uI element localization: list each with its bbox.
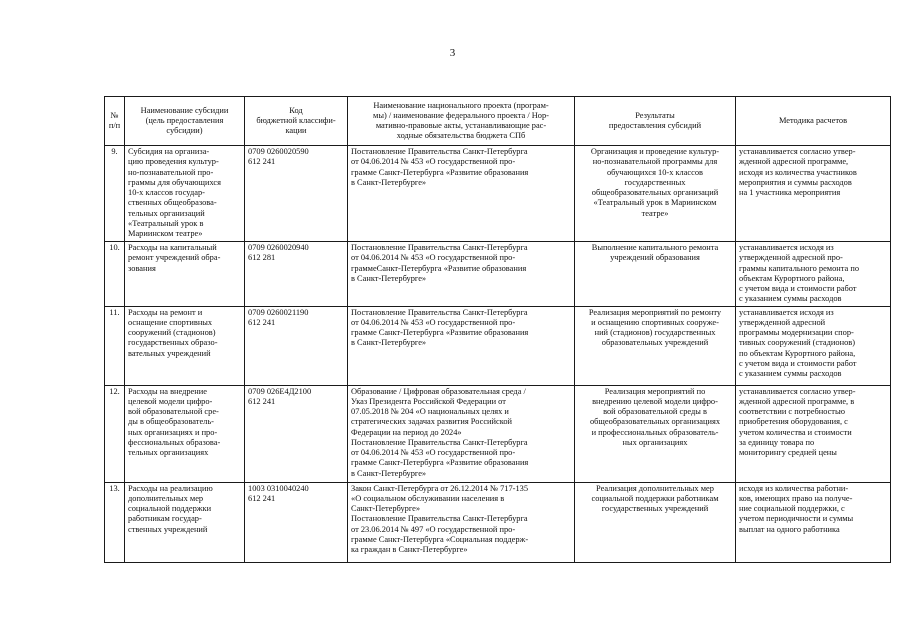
- table-row: [105, 242, 891, 307]
- calculation-method: устанавливается согласно утвер- жденной адресной программе, исходя из количества участников мероприятия и суммы расходов на 1 участника мероприятия: [736, 146, 891, 242]
- budget-code: 0709 0260020590 612 241: [245, 146, 348, 242]
- results: Реализация мероприятий по ремонту и оснащению спортивных сооруже- ний (стадионов) государственных образовательных учреждений: [575, 306, 736, 385]
- budget-code: 0709 0260020940 612 281: [245, 242, 348, 307]
- header-method: Методика расчетов: [736, 97, 891, 146]
- header-number: № п/п: [105, 97, 125, 146]
- legal-acts: Постановление Правительства Санкт-Петербурга от 04.06.2014 № 453 «О государственной про- грамме Санкт-Петербурга «Развитие образования в Санкт-Петербурге»: [348, 306, 575, 385]
- row-number: 10.: [105, 242, 125, 307]
- subsidy-name: Расходы на реализацию дополнительных мер социальной поддержки работникам государ- ственных учреждений: [125, 482, 245, 562]
- results: Реализация дополнительных мер социальной поддержки работникам государственных учреждений: [575, 482, 736, 562]
- header-legal-acts: Наименование национального проекта (програм- мы) / наименование федерального проекта / Нор- мативно-правовые акты, устанавливающие рас- ходные обязательства бюджета СПб: [348, 97, 575, 146]
- subsidy-name: Субсидия на организа- цию проведения культур- но-познавательной про- граммы для обучающихся 10-х классов государ- ственных общеобразова- тельных организаций «Театральный урок в Мариинском театре»: [125, 146, 245, 242]
- header-subsidy-name: Наименование субсидии (цель предоставления субсидии): [125, 97, 245, 146]
- budget-code: 0709 0260021190 612 241: [245, 306, 348, 385]
- calculation-method: устанавливается исходя из утвержденной адресной программы модернизации спор- тивных сооружений (стадионов) по объектам Курортного района, с учетом вида и стоимости работ с указанием суммы расходов: [736, 306, 891, 385]
- header-budget-code: Код бюджетной классифи- кации: [245, 97, 348, 146]
- budget-code: 0709 026Е4Д2100 612 241: [245, 385, 348, 482]
- table-row: [105, 482, 891, 562]
- row-number: 12.: [105, 385, 125, 482]
- results: Организация и проведение культур- но-познавательной программы для обучающихся 10-х классов государственных общеобразовательных организаций «Театральный урок в Мариинском театре»: [575, 146, 736, 242]
- results: Выполнение капитального ремонта учреждений образования: [575, 242, 736, 307]
- row-number: 9.: [105, 146, 125, 242]
- legal-acts: Постановление Правительства Санкт-Петербурга от 04.06.2014 № 453 «О государственной про- граммеСанкт-Петербурга «Развитие образования в Санкт-Петербурге»: [348, 242, 575, 307]
- page-number: 3: [449, 47, 456, 59]
- results: Реализация мероприятий по внедрению целевой модели цифро- вой образовательной среды в общеобразовательных организациях и профессиональных образователь- ных организациях: [575, 385, 736, 482]
- budget-code: 1003 0310040240 612 241: [245, 482, 348, 562]
- table-row: [105, 385, 891, 482]
- row-number: 13.: [105, 482, 125, 562]
- subsidy-name: Расходы на капитальный ремонт учреждений обра- зования: [125, 242, 245, 307]
- subsidy-name: Расходы на внедрение целевой модели цифро- вой образовательной сре- ды в общеобразователь- ных организациях и про- фессиональных образова- тельных организациях: [125, 385, 245, 482]
- row-number: 11.: [105, 306, 125, 385]
- subsidies-table: [104, 96, 891, 563]
- table-row: [105, 306, 891, 385]
- table-header-row: [105, 97, 891, 146]
- legal-acts: Образование / Цифровая образовательная среда / Указ Президента Российской Федерации от 07.05.2018 № 204 «О национальных целях и стратегических задачах развития Российской Федерации на период до 2024» Постановление Правительства Санкт-Петербурга от 04.06.2014 № 453 «О государственной про- грамме Санкт-Петербурга «Развитие образования в Санкт-Петербурге»: [348, 385, 575, 482]
- calculation-method: исходя из количества работни- ков, имеющих право на получе- ние социальной поддержки, с учетом периодичности и суммы выплат на одного работника: [736, 482, 891, 562]
- calculation-method: устанавливается исходя из утвержденной адресной про- граммы капитального ремонта по объектам Курортного района, с учетом вида и стоимости работ с указанием суммы расходов: [736, 242, 891, 307]
- subsidy-name: Расходы на ремонт и оснащение спортивных сооружений (стадионов) государственных образо- вательных учреждений: [125, 306, 245, 385]
- legal-acts: Закон Санкт-Петербурга от 26.12.2014 № 717-135 «О социальном обслуживании населения в Санкт-Петербурге» Постановление Правительства Санкт-Петербурга от 23.06.2014 № 497 «О государственной про- грамме Санкт-Петербурга «Социальная поддерж- ка граждан в Санкт-Петербурге»: [348, 482, 575, 562]
- header-results: Результаты предоставления субсидий: [575, 97, 736, 146]
- legal-acts: Постановление Правительства Санкт-Петербурга от 04.06.2014 № 453 «О государственной про- грамме Санкт-Петербурга «Развитие образования в Санкт-Петербурге»: [348, 146, 575, 242]
- calculation-method: устанавливается согласно утвер- жденной адресной программе, в соответствии с потребностью приобретения оборудования, с учетом количества и стоимости за единицу товара по мониторингу средней цены: [736, 385, 891, 482]
- table-row: [105, 146, 891, 242]
